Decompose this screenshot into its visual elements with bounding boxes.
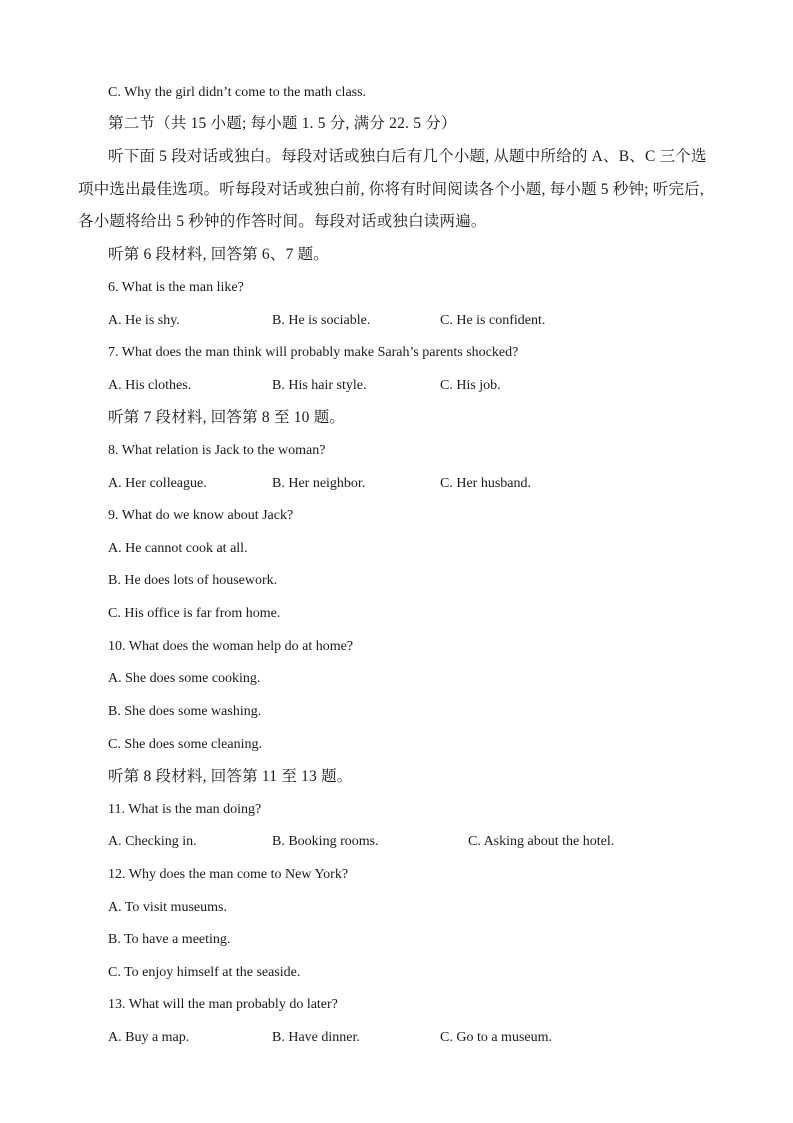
question-6-stem: 6. What is the man like? (108, 280, 244, 295)
question-7-option-a: A. His clothes. (108, 378, 192, 393)
question-11-option-c: C. Asking about the hotel. (468, 834, 615, 849)
question-8-option-c: C. Her husband. (440, 476, 531, 491)
question-7-option-b: B. His hair style. (272, 378, 367, 393)
question-13-option-a: A. Buy a map. (108, 1030, 190, 1045)
question-8-option-b: B. Her neighbor. (272, 476, 366, 491)
question-9-stem: 9. What do we know about Jack? (108, 508, 294, 523)
question-11-option-b: B. Booking rooms. (272, 834, 379, 849)
question-9-option-b: B. He does lots of housework. (108, 573, 278, 588)
passage-heading-8: 听第 8 段材料, 回答第 11 至 13 题。 (108, 768, 353, 785)
question-10-stem: 10. What does the woman help do at home? (108, 639, 354, 654)
option-c-prev: C. Why the girl didn’t come to the math class. (108, 85, 367, 100)
question-10-option-c: C. She does some cleaning. (108, 737, 262, 752)
question-8-stem: 8. What relation is Jack to the woman? (108, 443, 326, 458)
question-12-option-a: A. To visit museums. (108, 900, 227, 915)
question-9-option-a: A. He cannot cook at all. (108, 541, 248, 556)
question-13-option-b: B. Have dinner. (272, 1030, 360, 1045)
instruction-line-3: 各小题将给出 5 秒钟的作答时间。每段对话或独白读两遍。 (78, 213, 487, 230)
question-6-option-b: B. He is sociable. (272, 313, 371, 328)
question-9-option-c: C. His office is far from home. (108, 606, 281, 621)
question-12-stem: 12. Why does the man come to New York? (108, 867, 349, 882)
question-11-option-a: A. Checking in. (108, 834, 197, 849)
question-12-option-c: C. To enjoy himself at the seaside. (108, 965, 301, 980)
question-12-option-b: B. To have a meeting. (108, 932, 231, 947)
question-10-option-b: B. She does some washing. (108, 704, 262, 719)
question-6-option-a: A. He is shy. (108, 313, 180, 328)
question-11-stem: 11. What is the man doing? (108, 802, 262, 817)
question-8-option-a: A. Her colleague. (108, 476, 207, 491)
question-7-stem: 7. What does the man think will probably make Sarah’s parents shocked? (108, 345, 519, 360)
question-13-stem: 13. What will the man probably do later? (108, 997, 338, 1012)
question-13-option-c: C. Go to a museum. (440, 1030, 552, 1045)
instruction-line-1: 听下面 5 段对话或独白。每段对话或独白后有几个小题, 从题中所给的 A、B、C 三个选 (108, 148, 707, 165)
passage-heading-7: 听第 7 段材料, 回答第 8 至 10 题。 (108, 409, 346, 426)
question-10-option-a: A. She does some cooking. (108, 671, 261, 686)
question-7-option-c: C. His job. (440, 378, 501, 393)
question-6-option-c: C. He is confident. (440, 313, 546, 328)
instruction-line-2: 项中选出最佳选项。听每段对话或独白前, 你将有时间阅读各个小题, 每小题 5 秒钟; 听完后, (78, 181, 704, 198)
section-title: 第二节（共 15 小题; 每小题 1. 5 分, 满分 22. 5 分） (108, 115, 457, 132)
passage-heading-6: 听第 6 段材料, 回答第 6、7 题。 (108, 246, 330, 263)
